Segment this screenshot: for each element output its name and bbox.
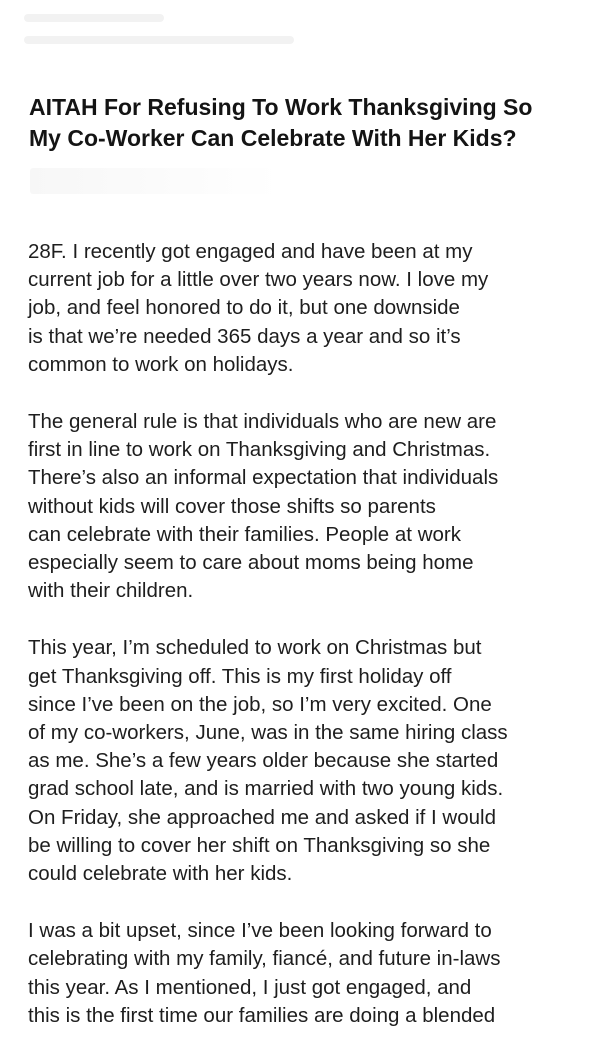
faded-divider — [30, 168, 280, 194]
faded-header-line — [24, 36, 294, 44]
article-title: AITAH For Refusing To Work Thanksgiving So My Co-Worker Can Celebrate With Her Kids? — [29, 94, 533, 151]
article-paragraph: I was a bit upset, since I’ve been looking forward to celebrating with my family, fiancé, and future in-laws this year. As I mentioned, I just got engaged, and this is the first time our families are doing a blended — [28, 919, 501, 1027]
article-paragraph: The general rule is that individuals who are new are first in line to work on Thanksgiving and Christmas. There’s also an informal expectation that individuals without kids will cover those shifts so parents can celebrate with their families. People at work especially seem to care about moms being home with their children. — [28, 410, 499, 603]
article-paragraph: 28F. I recently got engaged and have been at my current job for a little over two years now. I love my job, and feel honored to do it, but one downside is that we’re needed 365 days a year and so it’s common to work on holidays. — [28, 240, 489, 376]
faded-header-line — [24, 14, 164, 22]
article-paragraph: This year, I’m scheduled to work on Christmas but get Thanksgiving off. This is my first holiday off since I’ve been on the job, so I’m very excited. One of my co-workers, June, was in the same hiring class as me. She’s a few years older because she started grad school late, and is married with two young kids. On Friday, she approached me and asked if I would be willing to cover her shift on Thanksgiving so she could celebrate with her kids. — [28, 636, 508, 886]
faded-header — [24, 14, 324, 74]
article-body — [28, 238, 588, 1059]
